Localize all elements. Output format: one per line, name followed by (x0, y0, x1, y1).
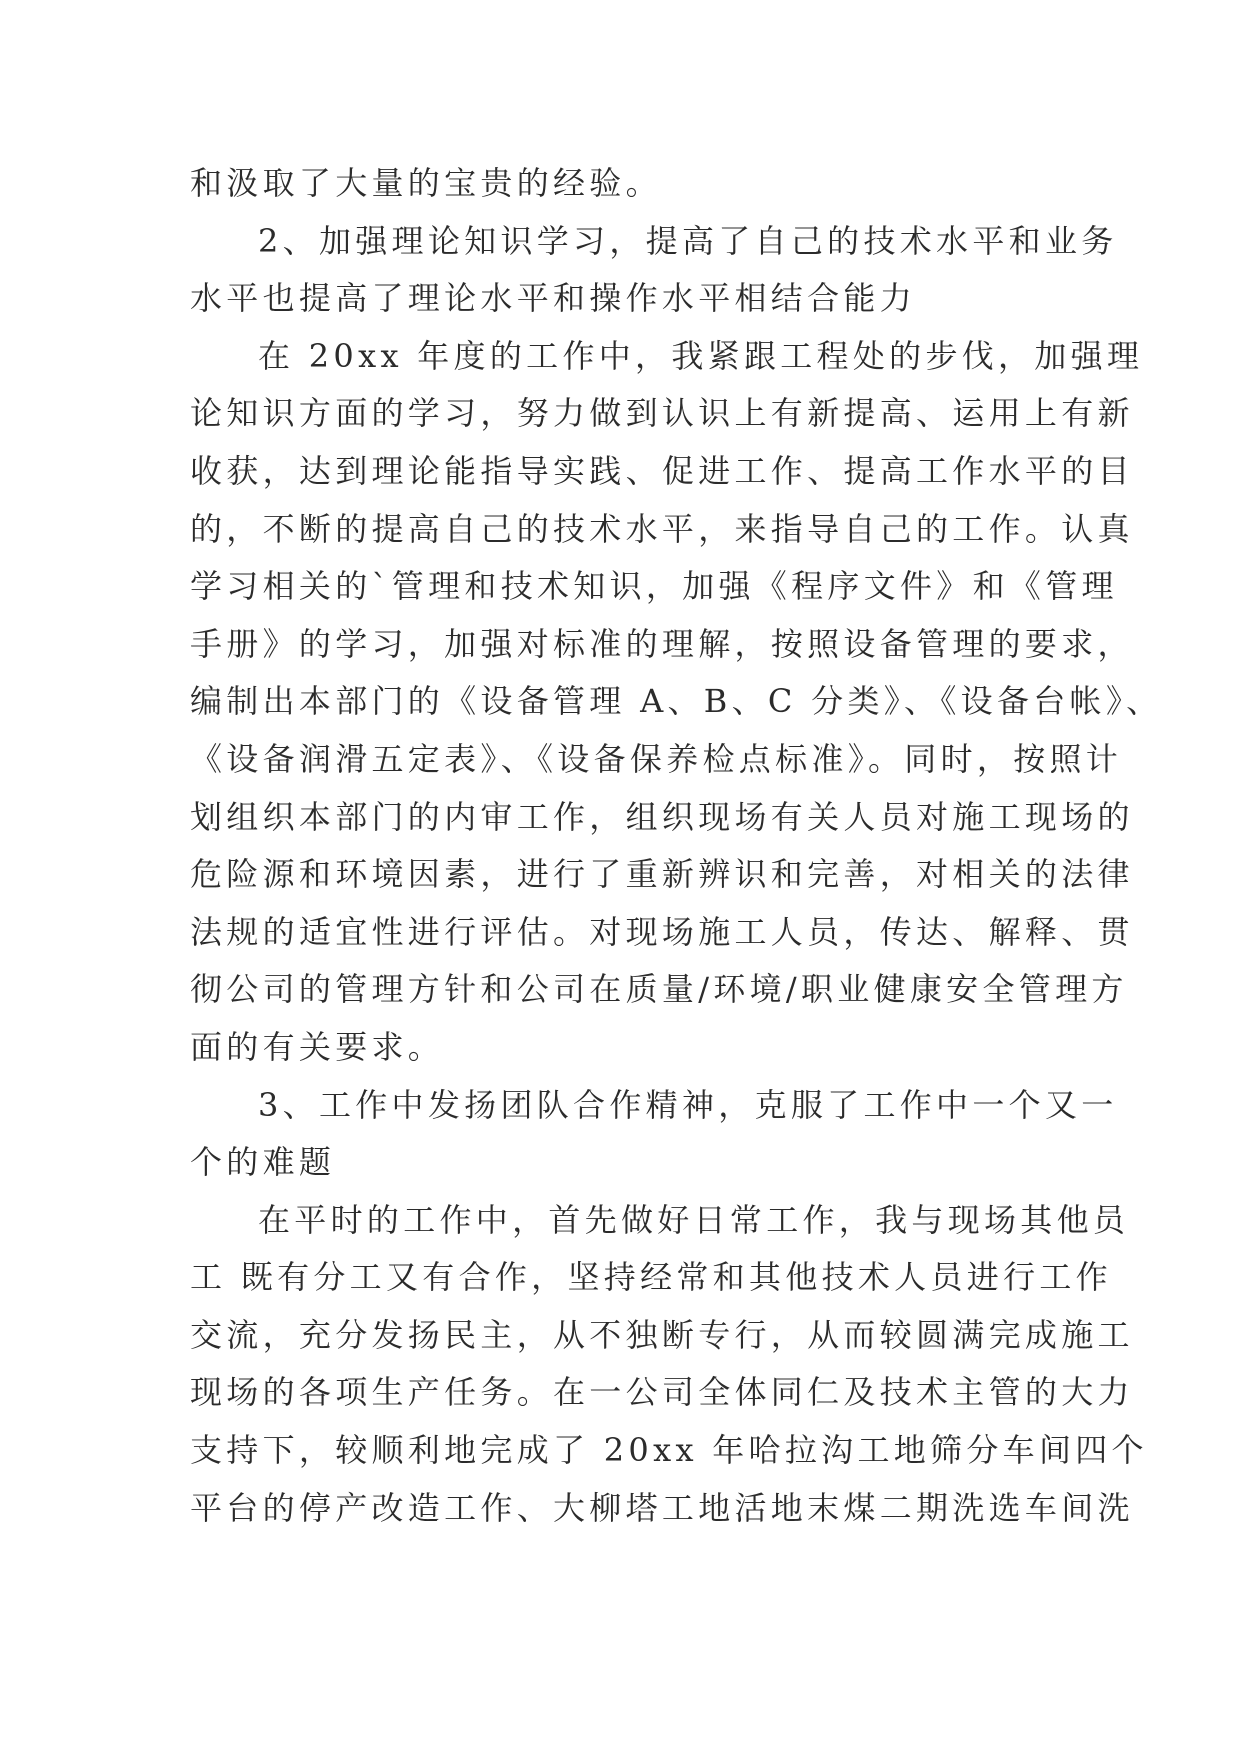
text-line: 《设备润滑五定表》、《设备保养检点标准》。同时，按照计 (190, 739, 1123, 778)
text-line: 在 20xx 年度的工作中，我紧跟工程处的步伐，加强理 (258, 336, 1144, 375)
text-line: 在平时的工作中，首先做好日常工作，我与现场其他员 (258, 1200, 1130, 1239)
text-line: 收获，达到理论能指导实践、促进工作、提高工作水平的目 (190, 451, 1134, 490)
text-line: 支持下，较顺利地完成了 20xx 年哈拉沟工地筛分车间四个 (190, 1431, 1148, 1470)
text-line: 法规的适宜性进行评估。对现场施工人员，传达、解释、贯 (190, 912, 1134, 951)
text-line: 学习相关的`管理和技术知识，加强《程序文件》和《管理 (190, 567, 1118, 606)
text-line: 交流，充分发扬民主，从不独断专行，从而较圆满完成施工 (190, 1315, 1134, 1354)
text-line: 论知识方面的学习，努力做到认识上有新提高、运用上有新 (190, 394, 1134, 433)
text-line: 工 既有分工又有合作，坚持经常和其他技术人员进行工作 (190, 1258, 1112, 1297)
text-line: 现场的各项生产任务。在一公司全体同仁及技术主管的大力 (190, 1373, 1134, 1412)
text-line: 面的有关要求。 (190, 1027, 445, 1066)
text-line: 危险源和环境因素，进行了重新辨识和完善，对相关的法律 (190, 855, 1134, 894)
text-line: 划组织本部门的内审工作，组织现场有关人员对施工现场的 (190, 797, 1134, 836)
text-line: 和汲取了大量的宝贵的经验。 (190, 164, 662, 202)
text-line: 平台的停产改造工作、大柳塔工地活地末煤二期洗选车间洗 (190, 1488, 1134, 1527)
heading-line: 水平也提高了理论水平和操作水平相结合能力 (190, 279, 917, 318)
text-line: 彻公司的管理方针和公司在质量/环境/职业健康安全管理方 (190, 970, 1128, 1009)
body-text (190, 155, 1163, 1537)
text-line: 编制出本部门的《设备管理 A、B、C 分类》、《设备台帐》、 (190, 682, 1163, 721)
text-line: 手册》的学习，加强对标准的理解，按照设备管理的要求， (190, 624, 1134, 663)
heading-line: 个的难题 (190, 1143, 336, 1182)
heading-line: 2、加强理论知识学习，提高了自己的技术水平和业务 (258, 221, 1118, 260)
text-line: 的，不断的提高自己的技术水平，来指导自己的工作。认真 (190, 509, 1134, 548)
heading-line: 3、工作中发扬团队合作精神，克服了工作中一个又一 (258, 1085, 1118, 1124)
